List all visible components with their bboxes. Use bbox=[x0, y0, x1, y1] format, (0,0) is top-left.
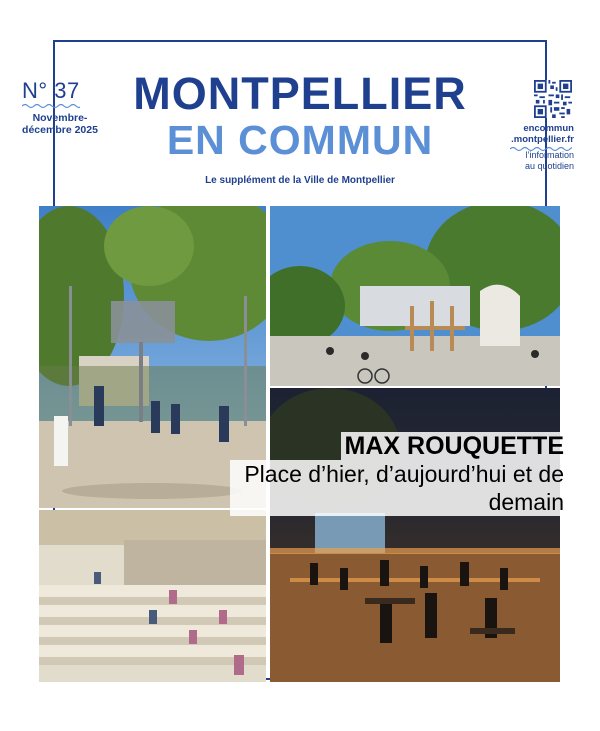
photo-playground bbox=[270, 206, 560, 386]
tagline-line1: l’information bbox=[525, 150, 574, 160]
website-link[interactable] bbox=[511, 123, 574, 145]
tagline-line2: au quotidien bbox=[524, 160, 574, 171]
headline-subtitle: Place d’hier, d’aujourd’hui et de demain bbox=[230, 460, 568, 516]
masthead-subtitle: Le supplément de la Ville de Montpellier bbox=[205, 175, 395, 186]
masthead-title-line1: MONTPELLIER bbox=[133, 68, 467, 119]
issue-number: N° 37 bbox=[22, 78, 80, 103]
photo-terraces bbox=[39, 510, 266, 682]
masthead-title-line2: EN COMMUN bbox=[166, 117, 434, 163]
tagline bbox=[525, 150, 574, 171]
website-line2: .montpellier.fr bbox=[511, 134, 574, 145]
website-line1: encommun bbox=[523, 123, 574, 134]
qr-code-icon[interactable] bbox=[534, 80, 572, 118]
headline-title: MAX ROUQUETTE bbox=[341, 432, 568, 460]
issue-date-text: Novembre- décembre 2025 bbox=[22, 112, 98, 136]
